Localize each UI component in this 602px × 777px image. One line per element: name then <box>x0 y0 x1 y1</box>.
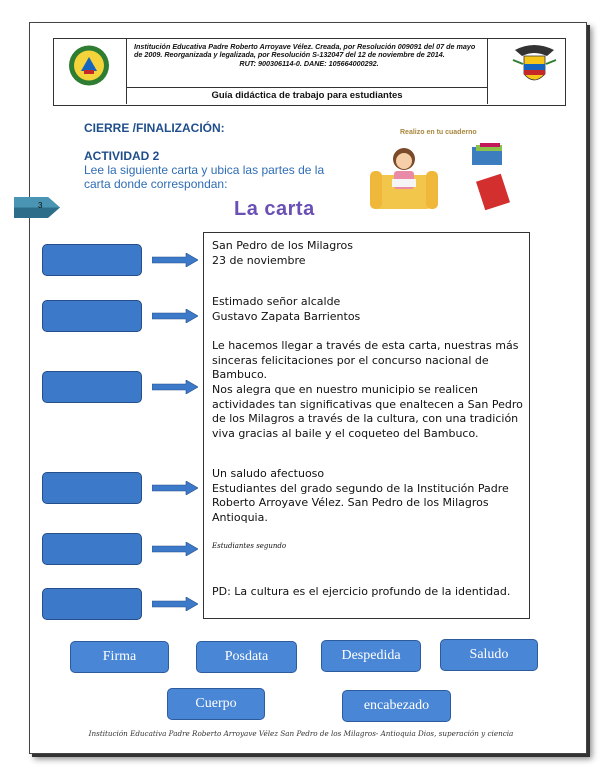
answer-slot-4[interactable] <box>42 472 142 504</box>
closing-line: Un saludo afectuoso <box>212 467 325 480</box>
arrow-right-icon <box>152 542 198 556</box>
answer-slot-1[interactable] <box>42 244 142 276</box>
option-encabezado-button[interactable]: encabezado <box>342 690 451 722</box>
institution-rut: RUT: 900306114-0. DANE: 105664000292. <box>239 58 379 68</box>
colombia-coat-of-arms-icon <box>507 42 562 92</box>
letter-date: 23 de noviembre <box>212 253 306 267</box>
answer-slot-2[interactable] <box>42 300 142 332</box>
arrow-right-icon <box>152 597 198 611</box>
header-divider <box>126 87 488 88</box>
arrow-right-icon <box>152 380 198 394</box>
letter-title: La carta <box>234 198 315 220</box>
letter-greeting <box>212 295 524 324</box>
option-cuerpo-button[interactable]: Cuerpo <box>167 688 265 720</box>
option-firma-button[interactable]: Firma <box>70 641 169 673</box>
answer-slot-5[interactable] <box>42 533 142 565</box>
header-subtitle: Guía didáctica de trabajo para estudiantes <box>211 90 403 101</box>
page-number: 3 <box>38 201 43 210</box>
closing-sender: Estudiantes del grado segundo de la Institución Padre Roberto Arroyave Vélez. San Pedro de los Milagros Antioquia. <box>212 481 509 524</box>
letter-heading <box>212 239 524 268</box>
section-heading: CIERRE /FINALIZACIÓN: <box>84 121 225 135</box>
document-header <box>53 38 566 106</box>
notebook-caption: Realizo en tu cuaderno <box>400 129 477 136</box>
letter-signature: Estudiantes segundo <box>212 542 287 550</box>
greeting-name: Gustavo Zapata Barrientos <box>212 309 361 323</box>
letter-body <box>212 339 524 441</box>
page-number-tab <box>14 195 62 220</box>
body-paragraph-1: Le hacemos llegar a través de esta carta, nuestras más sinceras felicitaciones por el concurso nacional de Bambuco. <box>212 339 519 382</box>
greeting-line: Estimado señor alcalde <box>212 295 341 308</box>
letter-closing <box>212 467 524 526</box>
option-despedida-button[interactable]: Despedida <box>321 640 421 672</box>
arrow-right-icon <box>152 253 198 267</box>
answer-slot-3[interactable] <box>42 371 142 403</box>
letter-place: San Pedro de los Milagros <box>212 239 354 252</box>
activity-instruction: Lee la siguiente carta y ubica las partes de la carta donde correspondan: <box>84 163 325 192</box>
letter-box <box>203 232 530 619</box>
arrow-right-icon <box>152 309 198 323</box>
activity-title: ACTIVIDAD 2 <box>84 149 160 163</box>
letter-postscript: PD: La cultura es el ejercicio profundo de la identidad. <box>212 585 511 598</box>
institution-info <box>134 43 484 68</box>
arrow-right-icon <box>152 481 198 495</box>
body-paragraph-2: Nos alegra que en nuestro municipio se realicen actividades tan significativas que enaltecen a San Pedro de los Milagros a través de la cultura, con una tradición viva gracias al baile y el coqueteo del Bambuco. <box>212 382 523 440</box>
option-posdata-button[interactable]: Posdata <box>196 641 297 673</box>
institution-line: Institución Educativa Padre Roberto Arroyave Vélez. Creada, por Resolución 009091 del 07 de mayo de 2009. Reorganizada y legalizada, por Resolución S-132047 del 12 de noviembre de 2014. <box>134 42 476 60</box>
option-saludo-button[interactable]: Saludo <box>440 639 538 671</box>
student-reading-illustration <box>368 141 518 213</box>
footer-motto: Institución Educativa Padre Roberto Arroyave Vélez San Pedro de los Milagros- Antioquia Dios, superación y ciencia <box>88 729 514 738</box>
school-logo-icon <box>59 43 119 88</box>
answer-slot-6[interactable] <box>42 588 142 620</box>
